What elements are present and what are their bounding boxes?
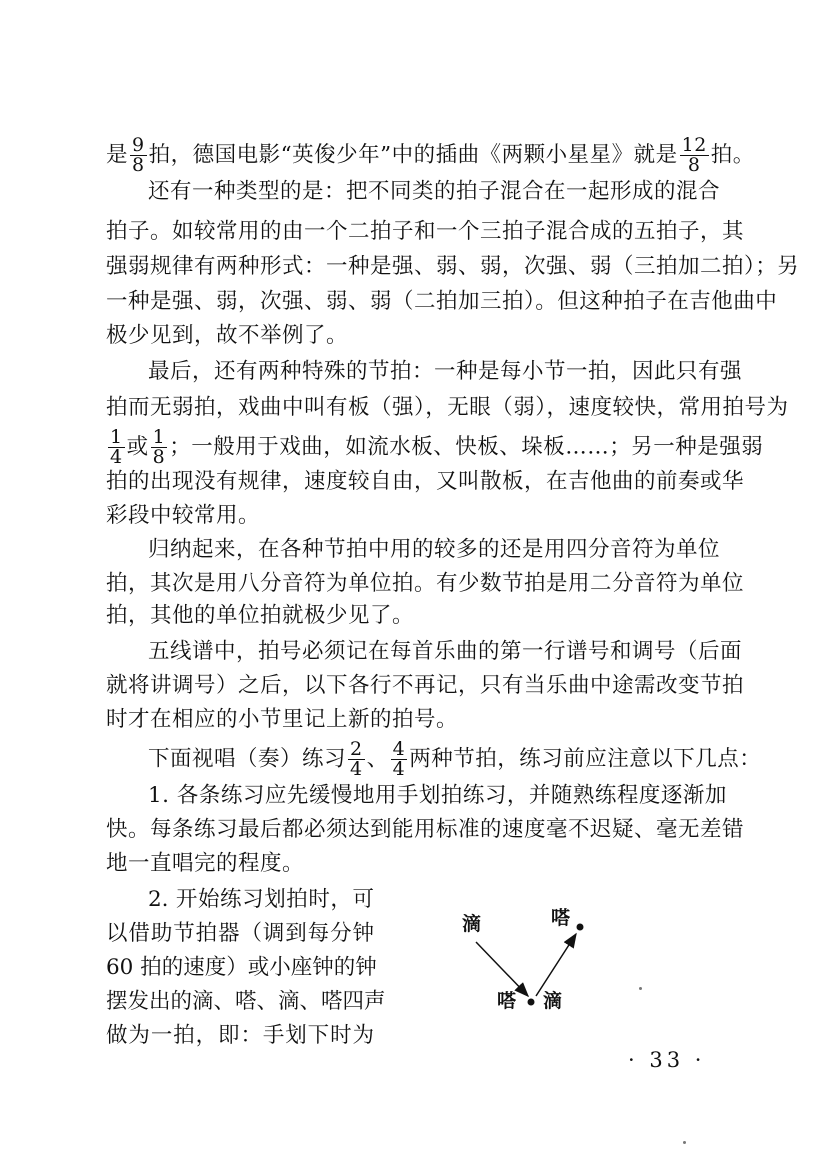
diagram-arrow-up: [536, 934, 576, 996]
diagram-label-top-right: 嗒: [551, 907, 571, 929]
text-line-20: 快。每条练习最后都必须达到能用标准的速度毫不迟疑、毫无差错: [106, 817, 745, 842]
text-line-13: 拍，其次是用八分音符为单位拍。有少数节拍是用二分音符为单位: [106, 571, 745, 596]
text-line-10: 拍的出现没有规律，速度较自由，又叫散板，在吉他曲的前奏或华: [106, 469, 745, 494]
fraction-9-8: [130, 136, 147, 175]
fraction-1-8: [151, 428, 168, 467]
text-line-17: 时才在相应的小节里记上新的拍号。: [106, 707, 459, 732]
text-segment: 、: [366, 746, 389, 772]
diagram-arrow-down: [476, 942, 528, 996]
text-line-18: [148, 738, 762, 780]
fraction-denominator: 4: [350, 758, 363, 780]
text-line-21: 地一直唱完的程度。: [106, 851, 305, 876]
fraction-denominator: 4: [110, 446, 123, 468]
text-line-6: 极少见到，故不举例了。: [106, 323, 349, 348]
text-line-3: 拍子。如较常用的由一个二拍子和一个三拍子混合成的五拍子，其: [106, 219, 745, 244]
text-segment: ；一般用于戏曲，如流水板、快板、垛板……；另一种是强弱: [169, 434, 764, 460]
fraction-denominator: 4: [392, 758, 406, 780]
diagram-label-bottom-left: 嗒: [497, 990, 517, 1012]
text-line-8: 拍而无弱拍，戏曲中叫有板（强），无眼（弱），速度较快，常用拍号为: [106, 395, 789, 420]
text-line-14: 拍，其他的单位拍就极少见了。: [106, 603, 415, 628]
text-line-26: 做为一拍，即：手划下时为: [106, 1023, 374, 1048]
fraction-denominator: 8: [152, 446, 166, 468]
text-line-4: 强弱规律有两种形式：一种是强、弱、弱，次强、弱（三拍加二拍）；另: [106, 254, 800, 279]
fraction-denominator: 8: [132, 154, 145, 176]
fraction-numerator: 12: [681, 134, 707, 156]
text-line-1: [106, 134, 755, 176]
text-line-19: 1. 各条练习应先缓慢地用手划拍练习，并随熟练程度逐渐加: [148, 783, 727, 808]
fraction-numerator: 2: [350, 738, 363, 760]
page-number: · 33 ·: [628, 1048, 706, 1072]
text-line-11: 彩段中较常用。: [106, 503, 261, 528]
text-line-24: 60 拍的速度）或小座钟的钟: [106, 955, 377, 980]
text-line-25: 摆发出的滴、嗒、滴、嗒四声: [106, 989, 386, 1014]
fraction-numerator: 1: [152, 426, 166, 448]
text-segment: 是: [106, 142, 129, 168]
fraction-12-8: [680, 136, 709, 175]
text-segment: 拍。: [710, 142, 755, 168]
text-segment: 或: [126, 434, 149, 460]
text-line-2: 还有一种类型的是：把不同类的拍子混合在一起形成的混合: [148, 179, 721, 204]
text-line-16: 就将讲调号）之后，以下各行不再记，只有当乐曲中途需改变节拍: [106, 673, 745, 698]
diagram-dot-top: [577, 924, 584, 931]
beat-diagram: [440, 900, 660, 1030]
text-segment: 两种节拍，练习前应注意以下几点：: [409, 746, 762, 772]
fraction-numerator: 4: [392, 738, 406, 760]
text-line-22: 2. 开始练习划拍时，可: [148, 887, 374, 912]
text-segment: 下面视唱（奏）练习: [148, 746, 347, 772]
print-speck: [683, 1141, 686, 1144]
fraction-4-4: [391, 740, 408, 779]
fraction-numerator: 9: [132, 134, 145, 156]
text-line-7: 最后，还有两种特殊的节拍：一种是每小节一拍，因此只有强: [148, 359, 743, 384]
text-line-5: 一种是强、弱，次强、弱、弱（二拍加三拍）。但这种拍子在吉他曲中: [106, 289, 778, 314]
text-line-12: 归纳起来，在各种节拍中用的较多的还是用四分音符为单位: [148, 537, 721, 562]
text-line-15: 五线谱中，拍号必须记在每首乐曲的第一行谱号和调号（后面: [148, 639, 743, 664]
fraction-numerator: 1: [110, 426, 123, 448]
diagram-label-bottom-right: 滴: [543, 990, 563, 1012]
text-segment: 拍，德国电影“英俊少年”中的插曲《两颗小星星》就是: [148, 142, 678, 168]
diagram-dot-bottom: [528, 999, 535, 1006]
diagram-label-top-left: 滴: [462, 913, 482, 935]
fraction-2-4: [348, 740, 365, 779]
fraction-1-4: [108, 428, 125, 467]
text-line-9: [106, 426, 764, 468]
text-line-23: 以借助节拍器（调到每分钟: [106, 921, 374, 946]
fraction-denominator: 8: [687, 154, 701, 176]
print-speck: [639, 987, 642, 990]
